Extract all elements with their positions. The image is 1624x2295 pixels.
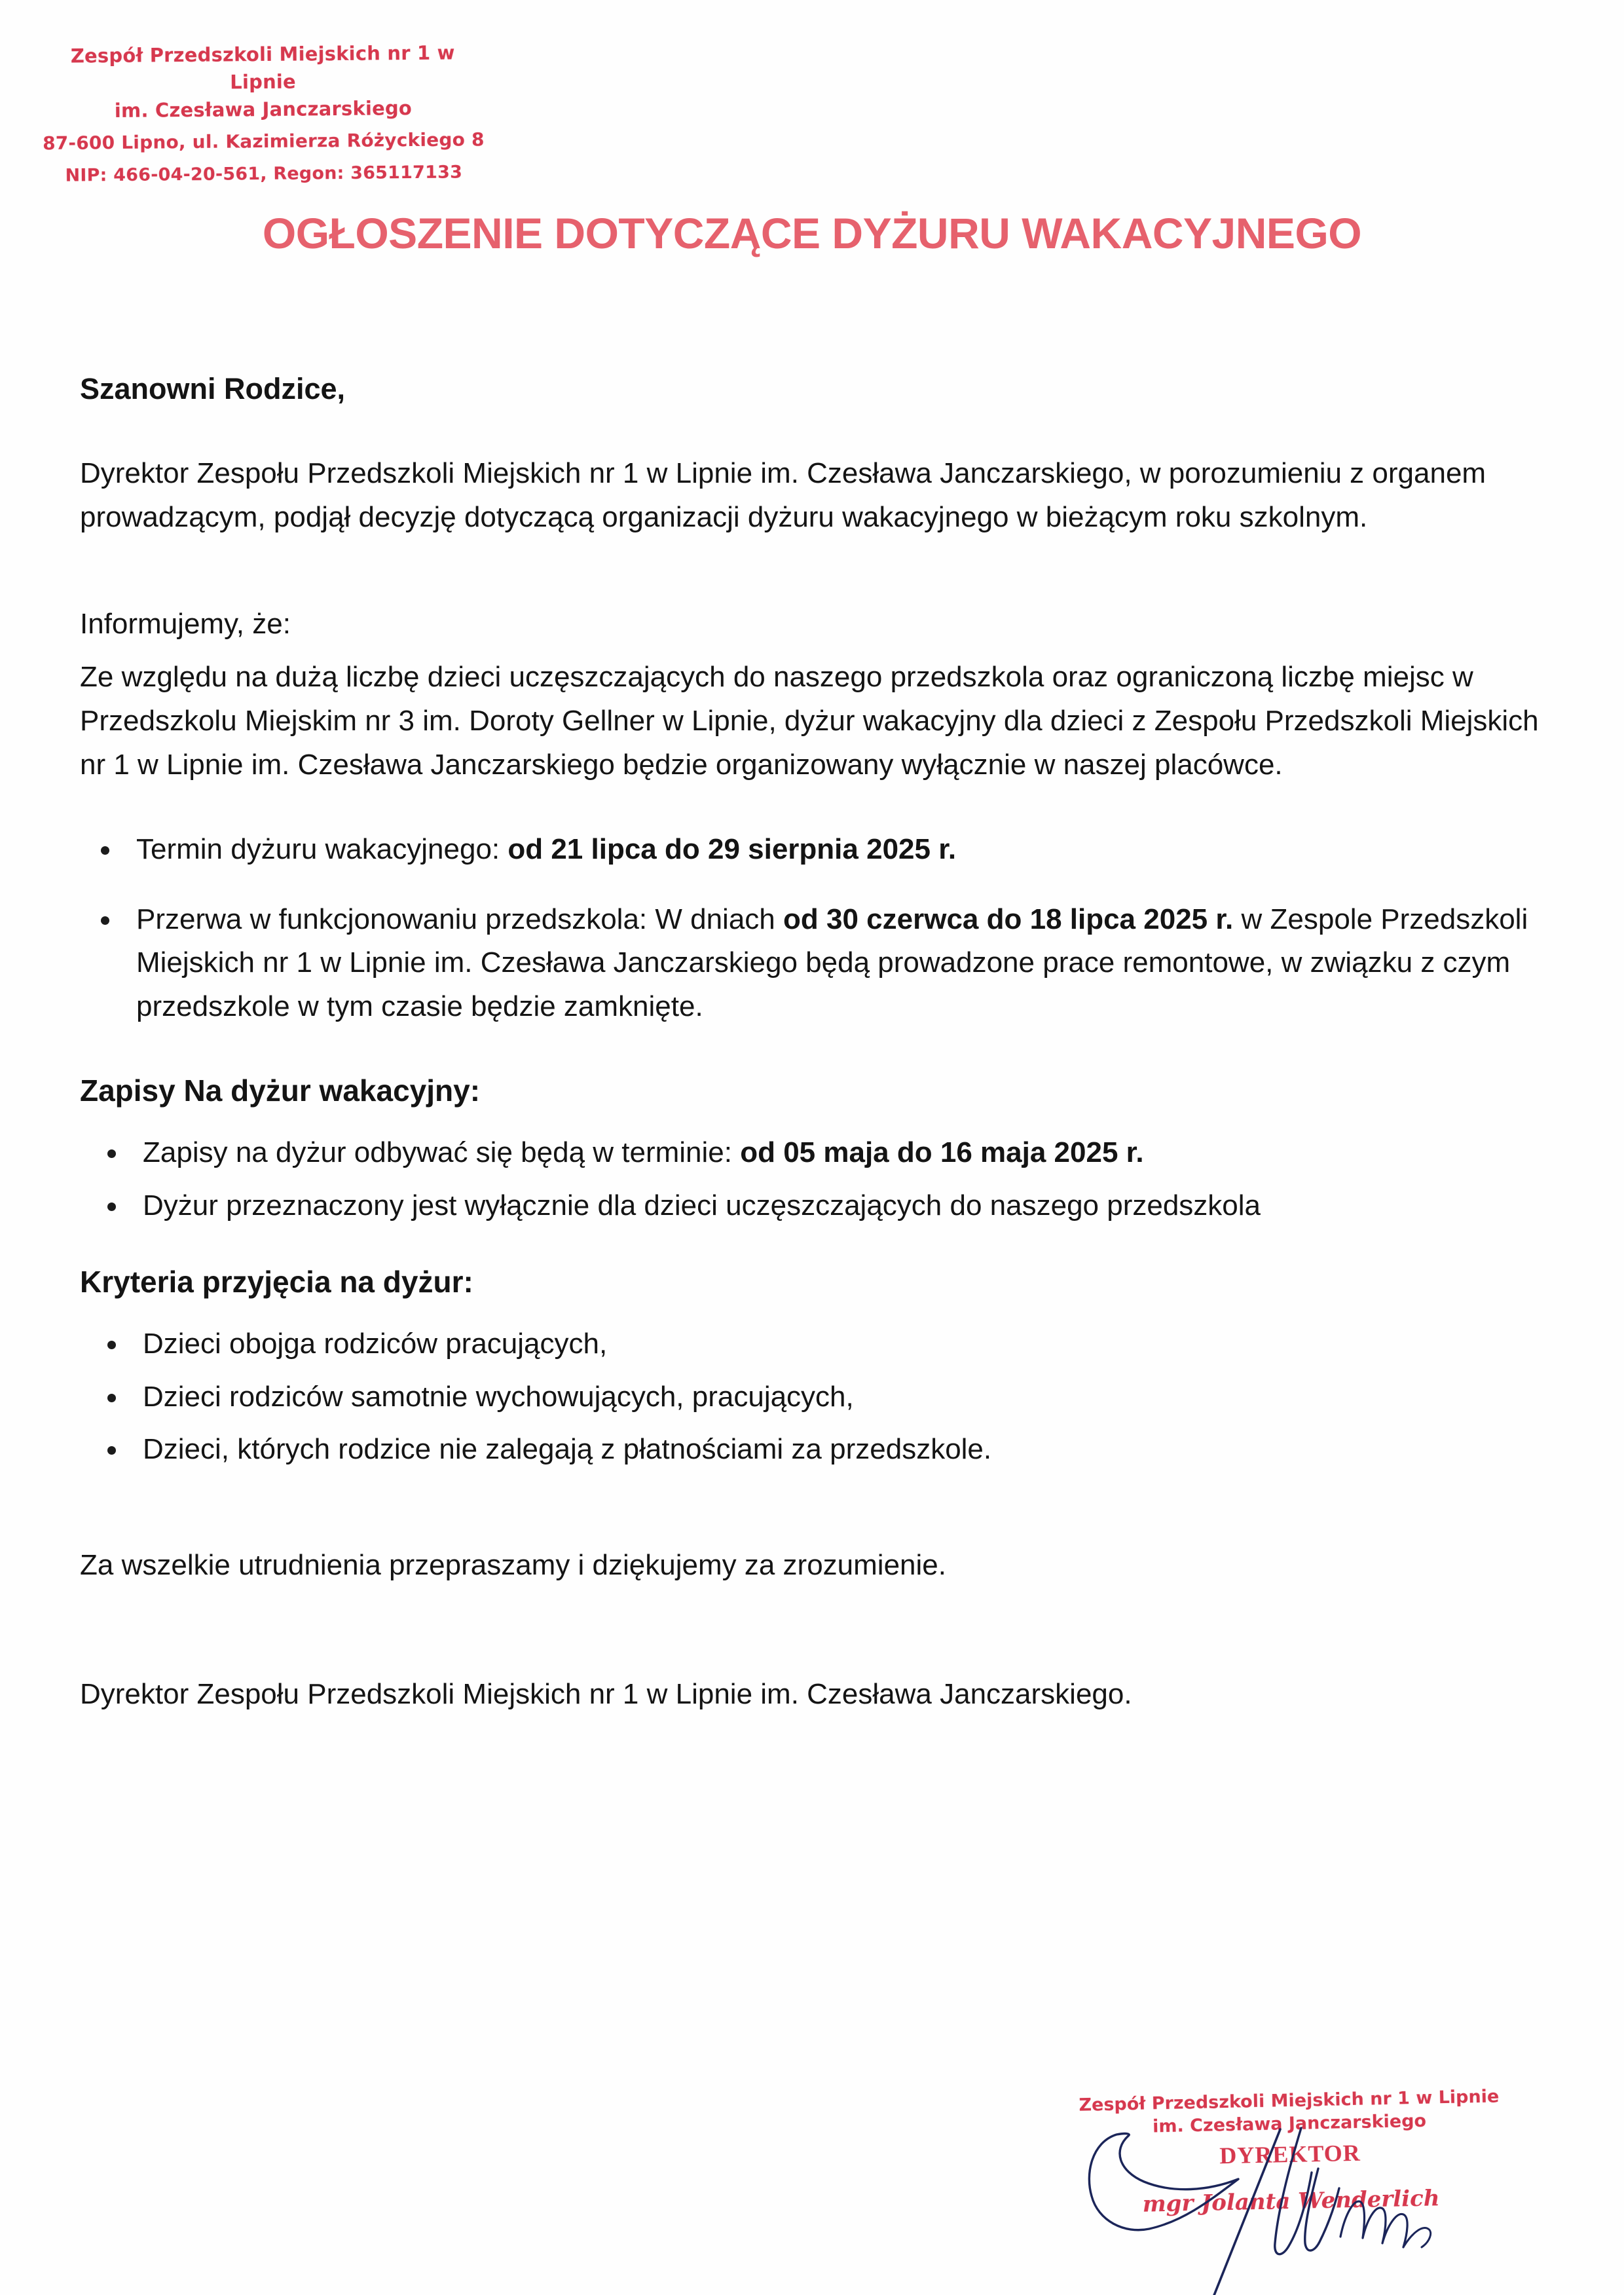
- intro-paragraph: Dyrektor Zespołu Przedszkoli Miejskich nr 1 w Lipnie im. Czesława Janczarskiego, w porozumieniu z organem prowadzącym, podjął decyzję dotyczącą organizacji dyżuru wakacyjnego w bieżącym roku szkolnym.: [80, 457, 1486, 534]
- signoff-line: Dyrektor Zespołu Przedszkoli Miejskich nr 1 w Lipnie im. Czesława Janczarskiego.: [80, 1678, 1132, 1711]
- header-office-stamp: [40, 39, 487, 189]
- criteria-bullet-list: [80, 1322, 1540, 1472]
- list-item: Dzieci obojga rodziców pracujących,: [80, 1322, 1540, 1366]
- bullet-text-bold: od 30 czerwca do 18 lipca 2025 r.: [783, 903, 1234, 935]
- spacer: [80, 540, 1540, 603]
- bullet-text-prefix: Przerwa w funkcjonowaniu przedszkola: W dniach: [136, 903, 784, 935]
- bullet-text-suffix: w Zespole Przedszkoli Miejskich nr 1 w Lipnie im. Czesława Janczarskiego będą prowadzone prace remontowe, w związku z czym przedszkole w tym czasie będzie zamknięte.: [136, 903, 1528, 1023]
- header-stamp-nip-regon: NIP: 466-04-20-561, Regon: 365117133: [65, 162, 463, 186]
- document-body: [80, 367, 1540, 1717]
- director-stamp-name: mgr Jolanta Wenderlich: [1142, 2185, 1440, 2218]
- spacer: [80, 1588, 1540, 1651]
- info-lead: Informujemy, że:: [80, 608, 291, 641]
- bullet-text-prefix: Dyżur przeznaczony jest wyłącznie dla dzieci uczęszczających do naszego przedszkola: [143, 1189, 1261, 1222]
- signup-bullet-list: [80, 1131, 1540, 1228]
- bullet-text-prefix: Zapisy na dyżur odbywać się będą w terminie:: [143, 1136, 741, 1169]
- header-stamp-address: 87-600 Lipno, ul. Kazimierza Różyckiego 8: [42, 128, 485, 155]
- director-stamp-line-2: im. Czesława Janczarskiego: [1152, 2110, 1427, 2137]
- main-bullet-list: [80, 828, 1540, 1030]
- signup-heading: Zapisy Na dyżur wakacyjny:: [80, 1073, 481, 1108]
- list-item: [80, 1184, 1540, 1228]
- spacer: [80, 1651, 1540, 1673]
- apology-paragraph: Za wszelkie utrudnienia przepraszamy i dziękujemy za zrozumienie.: [80, 1549, 946, 1582]
- spacer: [80, 1237, 1540, 1259]
- list-item: [80, 828, 1540, 872]
- criteria-heading: Kryteria przyjęcia na dyżur:: [80, 1264, 473, 1299]
- salutation: Szanowni Rodzice,: [80, 372, 346, 405]
- info-paragraph: Ze względu na dużą liczbę dzieci uczęszczających do naszego przedszkola oraz ograniczoną liczbę miejsc w Przedszkolu Miejskim nr 3 im. Doroty Gellner w Lipnie, dyżur wakacyjny dla dzieci z Zespołu Przedszkoli Miejskich nr 1 w Lipnie im. Czesława Janczarskiego będzie organizowany wyłącznie w naszej placówce.: [80, 661, 1539, 781]
- list-item: [80, 1131, 1540, 1175]
- bullet-text-bold: od 21 lipca do 29 sierpnia 2025 r.: [507, 832, 957, 865]
- bullet-text-bold: od 05 maja do 16 maja 2025 r.: [740, 1136, 1144, 1169]
- list-item: Dzieci, których rodzice nie zalegają z płatnościami za przedszkole.: [80, 1428, 1540, 1472]
- spacer: [80, 787, 1540, 828]
- director-stamp: [1053, 2084, 1527, 2220]
- director-stamp-line-1: Zespół Przedszkoli Miejskich nr 1 w Lipnie: [1079, 2086, 1500, 2116]
- list-item: [80, 898, 1540, 1030]
- header-stamp-line-2: im. Czesława Janczarskiego: [114, 97, 413, 122]
- director-stamp-role: DYREKTOR: [1219, 2139, 1361, 2169]
- list-item: Dzieci rodziców samotnie wychowujących, pracujących,: [80, 1375, 1540, 1419]
- spacer: [80, 1481, 1540, 1544]
- header-stamp-line-1: Zespół Przedszkoli Miejskich nr 1 w Lipnie: [70, 41, 455, 94]
- bullet-text-prefix: Termin dyżuru wakacyjnego:: [136, 832, 508, 865]
- spacer: [80, 1055, 1540, 1068]
- page-title: OGŁOSZENIE DOTYCZĄCE DYŻURU WAKACYJNEGO: [262, 209, 1362, 257]
